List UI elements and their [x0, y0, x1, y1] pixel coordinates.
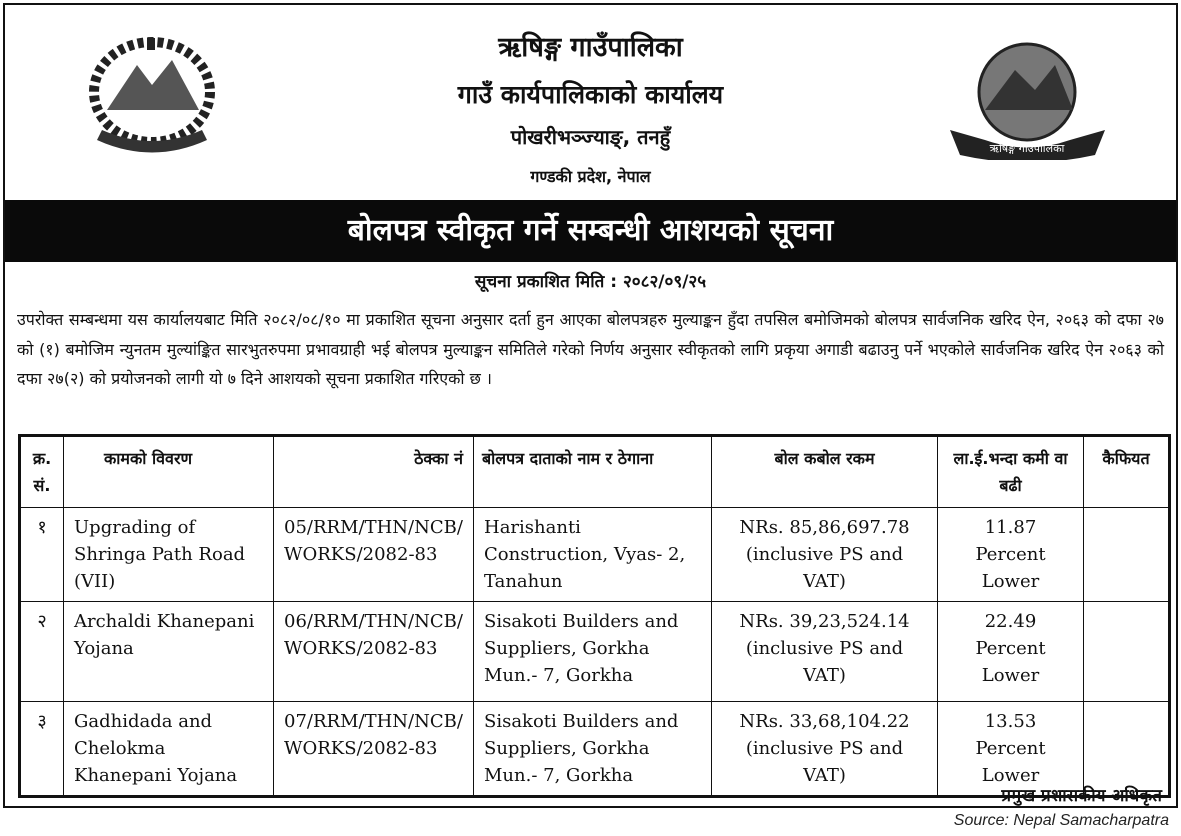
svg-text:ऋषिङ्ग गाउँपालिका: ऋषिङ्ग गाउँपालिका — [989, 142, 1065, 155]
cell-remarks — [1084, 508, 1170, 602]
header-contract: ठेक्का नं — [274, 436, 474, 508]
cell-work: Archaldi Khanepani Yojana — [64, 602, 274, 702]
notice-frame — [3, 3, 1178, 808]
signatory: प्रमुख प्रशासकीय अधिकृत — [1001, 786, 1162, 806]
office-address: पोखरीभञ्ज्याङ्, तनहुँ — [510, 125, 671, 149]
notice-header — [5, 5, 1176, 200]
header-bidder: बोलपत्र दाताको नाम र ठेगाना — [474, 436, 712, 508]
table-row — [20, 702, 1170, 797]
bid-table — [18, 434, 1171, 798]
amount-value: NRs. 33,68,104.22 — [739, 711, 910, 732]
cell-bidder: Sisakoti Builders and Suppliers, Gorkha Mun.- 7, Gorkha — [474, 602, 712, 702]
municipality-name: ऋषिङ्ग गाउँपालिका — [498, 32, 683, 63]
province-name: गण्डकी प्रदेश, नेपाल — [530, 167, 651, 186]
difference-value: 13.53 Percent — [975, 711, 1046, 759]
difference-value: 11.87 Percent — [975, 517, 1046, 565]
source-credit: Source: Nepal Samacharpatra — [953, 812, 1169, 829]
notice-body: उपरोक्त सम्बन्धमा यस कार्यालयबाट मिति २०८२/०८/१० मा प्रकाशित सूचना अनुसार दर्ता हुन आएका बोलपत्रहरु मुल्याङ्कन हुँदा तपसिल बमोजिमको बोलपत्र सार्वजनिक खरिद ऐन, २०६३ को दफा २७ को (१) बमोजिम न्युनतम मुल्यांङ्कित सारभुतरुपमा प्रभावग्राही भई बोलपत्र मुल्याङ्कन समितिले गरेको निर्णय अनुसार स्वीकृतको लागि प्रकृया अगाडी बढाउनु पर्ने भएकोले सार्वजनिक खरिद ऐन २०६३ को दफा २७(२) को प्रयोजनको लागी यो ७ दिने आशयको सूचना प्रकाशित गरिएको छ । — [17, 310, 1164, 388]
table-row — [20, 602, 1170, 702]
cell-contract: 05/RRM/THN/NCB/ WORKS/2082-83 — [274, 508, 474, 602]
cell-amount — [712, 508, 938, 602]
cell-work: Gadhidada and Chelokma Khanepani Yojana — [64, 702, 274, 797]
table-row — [20, 508, 1170, 602]
notice-title: बोलपत्र स्वीकृत गर्ने सम्बन्धी आशयको सूचना — [5, 200, 1176, 262]
amount-note: (inclusive PS and VAT) — [745, 738, 904, 786]
header-work: कामको विवरण — [64, 436, 274, 508]
office-name: गाउँ कार्यपालिकाको कार्यालय — [457, 80, 724, 109]
cell-work: Upgrading of Shringa Path Road (VII) — [64, 508, 274, 602]
cell-remarks — [1084, 602, 1170, 702]
header-difference: ला.ई.भन्दा कमी वा बढी — [938, 436, 1084, 508]
cell-bidder: Sisakoti Builders and Suppliers, Gorkha Mun.- 7, Gorkha — [474, 702, 712, 797]
published-date: सूचना प्रकाशित मिति : २०८२/०९/२५ — [474, 272, 707, 292]
amount-note: (inclusive PS and VAT) — [745, 638, 904, 686]
table-header-row — [20, 436, 1170, 508]
cell-contract: 06/RRM/THN/NCB/ WORKS/2082-83 — [274, 602, 474, 702]
amount-note: (inclusive PS and VAT) — [745, 544, 904, 592]
cell-amount — [712, 702, 938, 797]
cell-amount — [712, 602, 938, 702]
cell-sn: १ — [20, 508, 64, 602]
difference-direction: Lower — [981, 665, 1040, 686]
difference-value: 22.49 Percent — [975, 611, 1046, 659]
amount-value: NRs. 85,86,697.78 — [739, 517, 910, 538]
cell-difference — [938, 508, 1084, 602]
amount-value: NRs. 39,23,524.14 — [739, 611, 910, 632]
cell-sn: ३ — [20, 702, 64, 797]
cell-contract: 07/RRM/THN/NCB/ WORKS/2082-83 — [274, 702, 474, 797]
header-remarks: कैफियत — [1084, 436, 1170, 508]
difference-direction: Lower — [981, 571, 1040, 592]
header-amount: बोल कबोल रकम — [712, 436, 938, 508]
cell-sn: २ — [20, 602, 64, 702]
difference-direction: Lower — [981, 765, 1040, 786]
cell-difference — [938, 602, 1084, 702]
cell-bidder: Harishanti Construction, Vyas- 2, Tanahun — [474, 508, 712, 602]
header-sn: क्र. सं. — [20, 436, 64, 508]
